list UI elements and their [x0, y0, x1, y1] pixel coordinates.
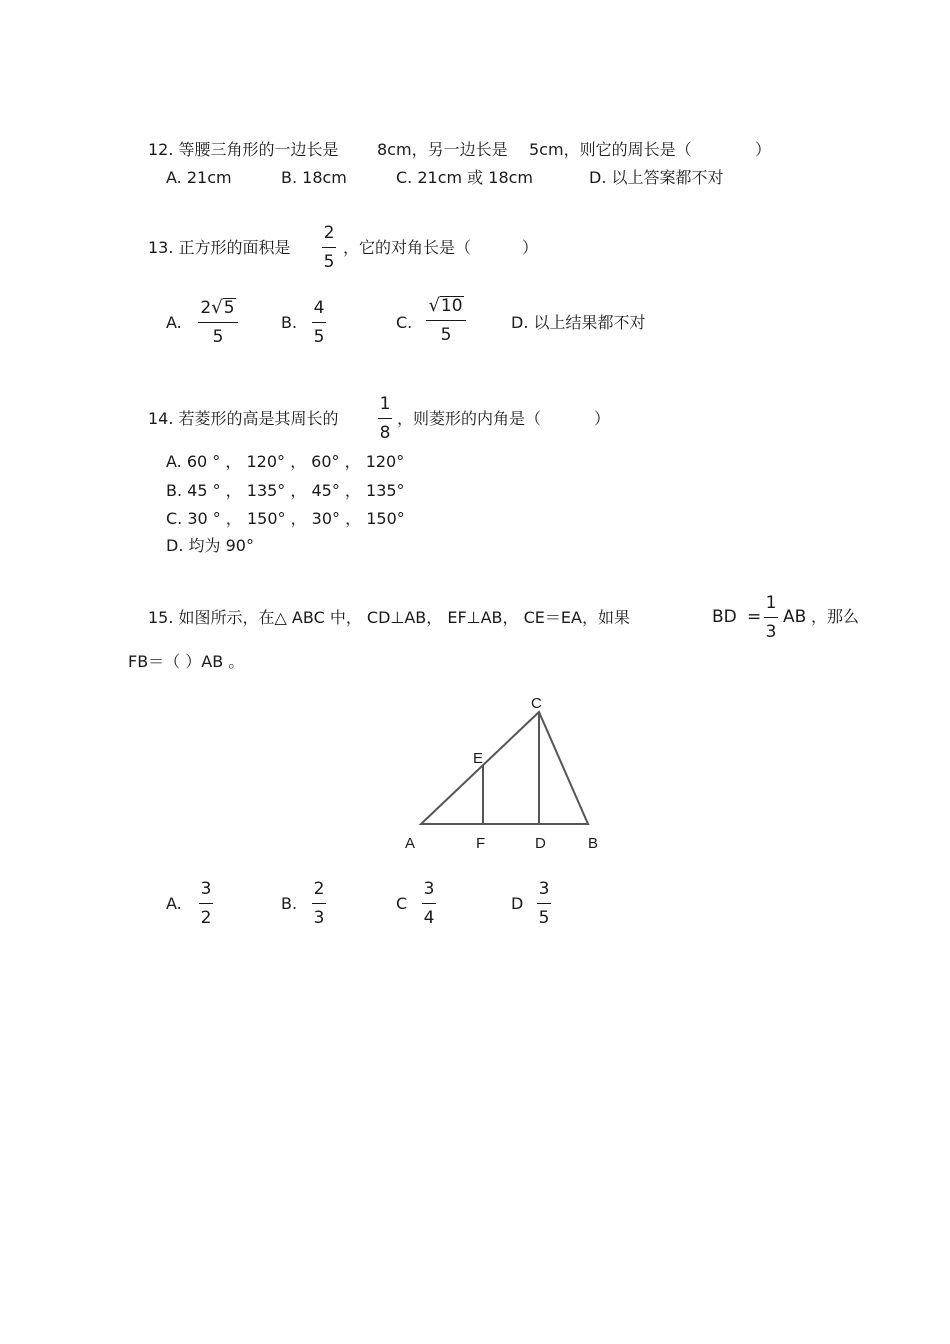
square-root: [428, 296, 463, 315]
q14-stem-fraction: [378, 396, 392, 442]
q13-option-a-label: A.: [166, 313, 182, 332]
q12-option-c: C. 21cm 或 18cm: [396, 168, 534, 187]
q13-stem-fraction: [322, 225, 336, 271]
fraction-denominator: 5: [313, 327, 325, 347]
q14-option-a: A. 60 ° ， 120° ， 60° ， 120°: [166, 452, 405, 471]
q12-option-d: D. 以上答案都不对: [589, 168, 724, 187]
radicand: 5: [223, 298, 235, 318]
label-e: E: [473, 750, 484, 767]
radical-sign-icon: √: [211, 297, 223, 318]
q14-option-c: C. 30 ° ， 150° ， 30° ， 150°: [166, 509, 405, 528]
triangle-abc: [421, 712, 588, 824]
q15-equals: =: [747, 607, 762, 627]
fraction-numerator: [428, 296, 463, 315]
q13-stem-part1: 13. 正方形的面积是: [148, 238, 291, 257]
q13-option-c-label: C.: [396, 313, 413, 332]
q14-option-d: D. 均为 90°: [166, 536, 254, 555]
label-b: B: [588, 835, 599, 852]
q12-stem-close: ）: [755, 140, 772, 159]
q13-option-b-fraction: [312, 300, 326, 346]
q13-option-d: D. 以上结果都不对: [511, 313, 646, 332]
fraction-numerator: [200, 298, 235, 317]
fraction-bar: [199, 903, 213, 904]
fraction-numerator: 1: [765, 593, 777, 613]
fraction-denominator: 5: [440, 325, 452, 345]
q15-option-b-label: B.: [281, 894, 298, 913]
q15-bd: BD: [712, 607, 737, 627]
q15-stem-fraction: [764, 595, 778, 641]
square-root: [211, 298, 235, 317]
fraction-denominator: 3: [765, 622, 777, 642]
q12-stem-part3: 5cm，则它的周长是（: [529, 140, 692, 159]
fraction-numerator: 3: [538, 879, 550, 899]
q15-option-b-fraction: [312, 881, 326, 927]
fraction-numerator: 1: [379, 394, 391, 414]
q14-stem-part2: ，则菱形的内角是（: [397, 409, 542, 428]
fraction-bar: [422, 903, 436, 904]
fraction-denominator: 5: [323, 252, 335, 272]
q14-stem-close: ）: [594, 409, 611, 428]
fraction-denominator: 5: [538, 908, 550, 928]
label-a: A: [405, 835, 416, 852]
fraction-numerator: 3: [200, 879, 212, 899]
q12-stem-part2: 8cm，另一边长是: [377, 140, 508, 159]
q12-option-a: A. 21cm: [166, 168, 232, 187]
q15-option-c-fraction: [422, 881, 436, 927]
q13-option-a-fraction: [198, 298, 238, 346]
q12-stem-part1: 12. 等腰三角形的一边长是: [148, 140, 339, 159]
radicand: 10: [440, 296, 463, 316]
q14-stem-part1: 14. 若菱形的高是其周长的: [148, 409, 339, 428]
radical-sign-icon: √: [428, 295, 440, 316]
fraction-denominator: 2: [200, 908, 212, 928]
q13-stem-part2: ，它的对角长是（: [343, 238, 472, 257]
q15-option-a-label: A.: [166, 894, 182, 913]
fraction-numerator: 2: [323, 223, 335, 243]
q15-option-d-label: D: [511, 894, 524, 913]
q15-stem-part1: 15. 如图所示，在△ ABC 中， CD⊥AB， EF⊥AB， CE＝EA，如果: [148, 608, 630, 627]
q13-option-b-label: B.: [281, 313, 298, 332]
label-d: D: [535, 835, 546, 852]
q15-stem-part2: ，那么: [811, 607, 860, 626]
fraction-bar: [198, 322, 238, 323]
label-c: C: [531, 695, 542, 712]
fraction-bar: [322, 247, 336, 248]
fraction-numerator: 4: [313, 298, 325, 318]
q15-option-a-fraction: [199, 881, 213, 927]
fraction-bar: [426, 320, 466, 321]
q13-option-c-fraction: [426, 296, 466, 344]
q14-option-b: B. 45 ° ， 135° ， 45° ， 135°: [166, 481, 405, 500]
fraction-denominator: 3: [313, 908, 325, 928]
fraction-numerator: 3: [423, 879, 435, 899]
q13-stem-close: ）: [522, 238, 539, 257]
q15-ab: AB: [783, 607, 807, 627]
fraction-denominator: 4: [423, 908, 435, 928]
fraction-bar: [764, 617, 778, 618]
fraction-bar: [378, 418, 392, 419]
coefficient: 2: [200, 298, 212, 318]
q15-stem-line2: FB＝（ ）AB 。: [128, 652, 245, 671]
fraction-bar: [537, 903, 551, 904]
q15-option-c-label: C: [396, 894, 408, 913]
label-f: F: [476, 835, 486, 852]
fraction-denominator: 5: [212, 327, 224, 347]
fraction-denominator: 8: [379, 423, 391, 443]
fraction-numerator: 2: [313, 879, 325, 899]
q12-option-b: B. 18cm: [281, 168, 347, 187]
fraction-bar: [312, 322, 326, 323]
q15-option-d-fraction: [537, 881, 551, 927]
fraction-bar: [312, 903, 326, 904]
